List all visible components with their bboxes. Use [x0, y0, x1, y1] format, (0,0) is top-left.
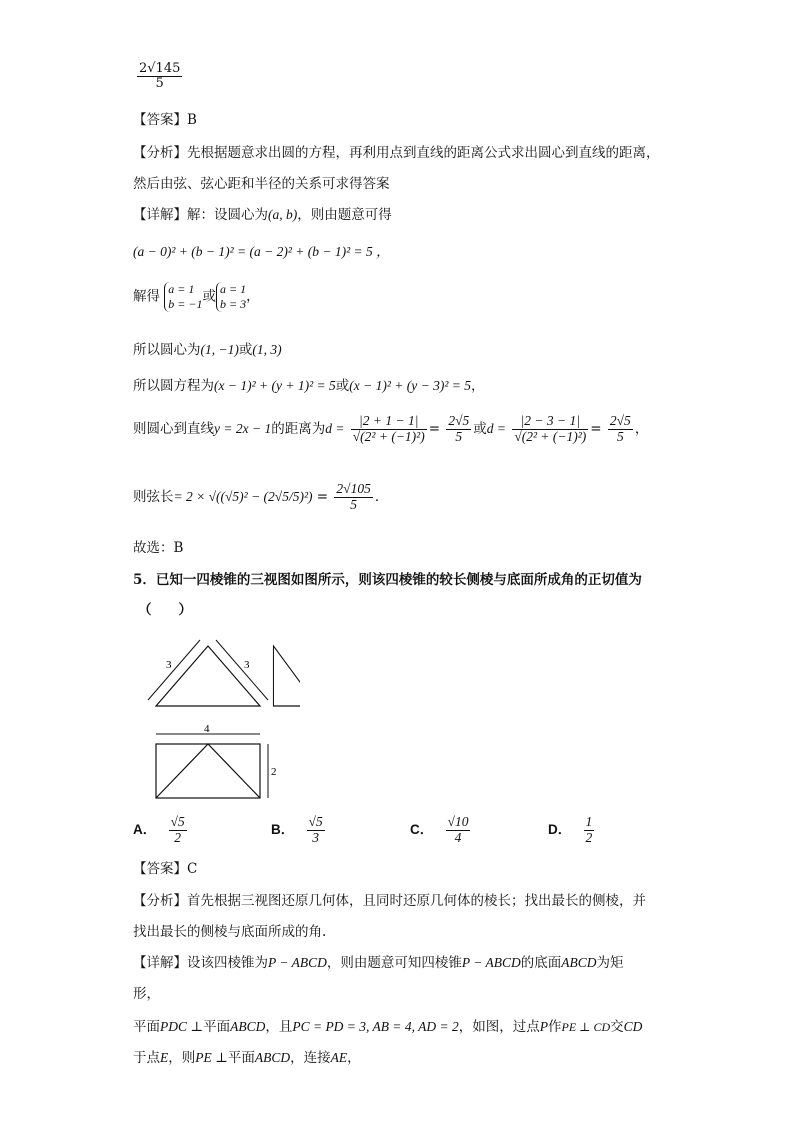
- d1-den: √(2² + (−1)²): [352, 428, 425, 444]
- d2-den: √(2² + (−1)²): [514, 428, 587, 444]
- plane-pdc: PDC ⊥: [160, 1019, 204, 1034]
- chord-den: 5: [350, 496, 357, 512]
- analysis-text: 找出最长的侧棱与底面所成的角.: [133, 924, 327, 940]
- q4-analysis-line1: [133, 141, 660, 161]
- option-num: √5: [308, 814, 323, 829]
- or-text: 或: [238, 342, 253, 358]
- option-b[interactable]: [271, 815, 327, 846]
- detail-tag: 【详解】: [133, 955, 187, 971]
- edge-lengths: PC = PD = 3, AB = 4, AD = 2: [292, 1019, 459, 1034]
- top-view-rect: [156, 744, 260, 798]
- q4-detail-line: [133, 203, 392, 223]
- pyramid-name: P − ABCD: [461, 955, 521, 970]
- answer-value: C: [187, 861, 198, 877]
- circle-suffix: ，: [471, 378, 485, 394]
- point-e: E: [160, 1050, 169, 1065]
- option-den: 4: [454, 829, 462, 845]
- detail-text: 平面: [227, 1050, 255, 1066]
- option-den: 2: [585, 829, 593, 845]
- label-top-width: 4: [204, 723, 210, 735]
- base-name: ABCD: [230, 1019, 266, 1034]
- option-label: A．: [133, 821, 157, 837]
- dim-line-left: [148, 640, 200, 700]
- center-prefix: 所以圆心为: [133, 342, 201, 358]
- detail-text: 为矩: [596, 955, 624, 971]
- label-side-height: 2: [271, 766, 277, 778]
- dist-prefix: 则圆心到直线: [133, 420, 214, 437]
- d1-num: |2 + 1 − 1|: [351, 414, 427, 430]
- analysis-tag: 【分析】: [133, 893, 187, 909]
- top-fraction-num: 2√145: [139, 61, 181, 76]
- point-p: P: [539, 1019, 549, 1034]
- detail-text: 设该四棱锥为: [187, 955, 268, 971]
- sys2-b: b = 3: [220, 297, 247, 311]
- label-left-edge: 3: [166, 659, 172, 671]
- equation: (a − 0)² + (b − 1)² = (a − 2)² + (b − 1)² = 5 ，: [133, 244, 390, 259]
- q4-solve-line: [133, 282, 260, 312]
- option-num: √10: [447, 814, 469, 829]
- base-name: ABCD: [561, 955, 597, 970]
- d2-num: |2 − 3 − 1|: [512, 414, 588, 430]
- detail-tag: 【详解】: [133, 207, 187, 223]
- q4-distance-line: 则圆心到直线y = 2x − 1的距离为d = $\frac{|2 + 1 - 1|}{\text{√(2² + (−1)²)}}$ = $\frac{2√5}{5}$ 或d = $\frac{|2 - 3 - 1|}{\text{√(2² + (−1)²)}}$ = $\frac{2√5}{5}$ ，: [133, 413, 649, 444]
- sys1-b: b = −1: [168, 297, 203, 311]
- front-view-triangle: [156, 646, 260, 706]
- detail-text: 交: [610, 1019, 624, 1035]
- d-result-den: 5: [616, 428, 624, 444]
- center-2: (1, 3): [252, 342, 282, 357]
- or-text: 或: [473, 420, 487, 437]
- question-stem: 5．已知一四棱锥的三视图如图所示，则该四棱锥的较长侧棱与底面所成角的正切值为: [133, 572, 642, 588]
- answer-blank: （ ）: [138, 602, 192, 618]
- sys2-a: a = 1: [220, 282, 247, 296]
- center-1: (1, −1): [200, 342, 239, 357]
- d1-fraction: [351, 414, 427, 445]
- detail-text: ，连接: [290, 1050, 331, 1066]
- final-choice: 故选：B: [133, 540, 184, 556]
- option-den: 3: [312, 829, 319, 845]
- q4-analysis-line2: [133, 172, 390, 192]
- d-result-num: 2√5: [609, 413, 631, 428]
- analysis-tag: 【分析】: [133, 145, 187, 161]
- analysis-text: 先根据题意求出圆的方程，再利用点到直线的距离公式求出圆心到直线的距离，: [187, 145, 660, 161]
- q5-analysis-line2: [133, 920, 326, 940]
- q5-blank: [138, 598, 192, 618]
- option-value: [169, 815, 187, 846]
- top-fraction-den: 5: [155, 76, 164, 92]
- q5-detail-line1: [133, 951, 624, 971]
- side-view-triangle: [273, 646, 300, 706]
- answer-tag: 【答案】: [133, 861, 187, 877]
- label-right-edge: 3: [244, 659, 250, 671]
- option-value: [307, 815, 325, 846]
- chord-result: [334, 482, 372, 513]
- or-text: 或: [335, 378, 350, 394]
- q4-equation-1: [133, 240, 390, 260]
- segment-cd: CD: [623, 1019, 643, 1034]
- q4-center-line: [133, 338, 282, 358]
- q5-detail-line2: [133, 982, 160, 1002]
- three-view-figure: [140, 636, 300, 806]
- solve-prefix: 解得: [133, 288, 160, 305]
- detail-text: 的底面: [520, 955, 562, 971]
- chord-num: 2√105: [336, 481, 371, 496]
- top-fraction: [135, 62, 184, 92]
- detail-text: 形，: [133, 986, 160, 1002]
- d-result-2: [608, 414, 633, 445]
- base-name: ABCD: [254, 1050, 291, 1065]
- center-var: (a, b): [268, 207, 298, 222]
- detail-text: ，则由题意可知四棱锥: [326, 955, 462, 971]
- option-value: [584, 815, 595, 846]
- pe-perp: PE ⊥: [195, 1050, 228, 1065]
- analysis-text: 然后由弦、弦心距和半径的关系可求得答案: [133, 176, 390, 192]
- system-2: [216, 282, 246, 312]
- d-result-1: [446, 414, 471, 445]
- pyramid-name: P − ABCD: [268, 955, 327, 970]
- detail-text: 于点: [133, 1050, 160, 1066]
- q5-detail-line4: [133, 1046, 361, 1066]
- q5-answer-line: [133, 857, 197, 877]
- d-result-den: 5: [455, 428, 463, 444]
- dist-mid: 的距离为: [271, 420, 326, 437]
- option-num: √5: [170, 814, 185, 829]
- detail-text: ，且: [265, 1019, 293, 1035]
- system-1: [164, 282, 202, 312]
- sys1-a: a = 1: [168, 282, 195, 296]
- chord-suffix: ．: [374, 488, 389, 505]
- q4-final-line: [133, 536, 183, 556]
- line-equation: y = 2x − 1: [214, 420, 272, 436]
- circle-eq-2: (x − 1)² + (y − 3)² = 5: [349, 378, 472, 393]
- pe-perp-cd: PE ⊥ CD: [561, 1020, 611, 1034]
- analysis-text: 首先根据三视图还原几何体，且同时还原几何体的棱长；找出最长的侧棱，并: [187, 893, 646, 909]
- circle-eq-1: (x − 1)² + (y + 1)² = 5: [214, 378, 336, 393]
- option-label: D．: [548, 821, 572, 837]
- d-result-num: 2√5: [448, 413, 470, 428]
- q4-answer-line: [133, 108, 197, 128]
- option-a[interactable]: [133, 815, 189, 846]
- option-den: 2: [174, 829, 181, 845]
- dim-line-right: [216, 640, 268, 700]
- answer-value: B: [187, 112, 197, 128]
- option-label: C．: [410, 821, 434, 837]
- segment-ae: AE: [330, 1050, 348, 1065]
- detail-text: 平面: [133, 1019, 160, 1035]
- top-view-diagonals: [156, 744, 260, 798]
- or-text: 或: [202, 288, 216, 305]
- sys-suffix: ，: [246, 288, 260, 305]
- detail-text: ，则由题意可得: [297, 207, 392, 223]
- option-label: B．: [271, 821, 295, 837]
- q4-chord-line: 则弦长= 2 × √((√5)² − (2√5/5)²) = $\frac{2√105}{5}$ ．: [133, 481, 389, 512]
- option-value: [446, 815, 471, 846]
- d2-fraction: [512, 414, 588, 445]
- detail-text: ，则: [168, 1050, 196, 1066]
- chord-prefix: 则弦长: [133, 488, 174, 505]
- answer-tag: 【答案】: [133, 112, 187, 128]
- circle-prefix: 所以圆方程为: [133, 378, 214, 394]
- chord-expression: = 2 × √((√5)² − (2√5/5)²): [173, 488, 313, 504]
- detail-text: 解：设圆心为: [187, 207, 268, 223]
- q5-analysis-line1: [133, 889, 646, 909]
- detail-text: 平面: [203, 1019, 231, 1035]
- option-num: 1: [585, 814, 593, 829]
- q4-circle-line: [133, 374, 485, 394]
- detail-text: 作: [548, 1019, 562, 1035]
- detail-text: ，: [347, 1050, 361, 1066]
- q5-stem: [133, 568, 642, 588]
- q5-detail-line3: [133, 1015, 642, 1035]
- detail-text: ，如图，过点: [458, 1019, 540, 1035]
- option-d[interactable]: [548, 815, 596, 846]
- option-c[interactable]: [410, 815, 472, 846]
